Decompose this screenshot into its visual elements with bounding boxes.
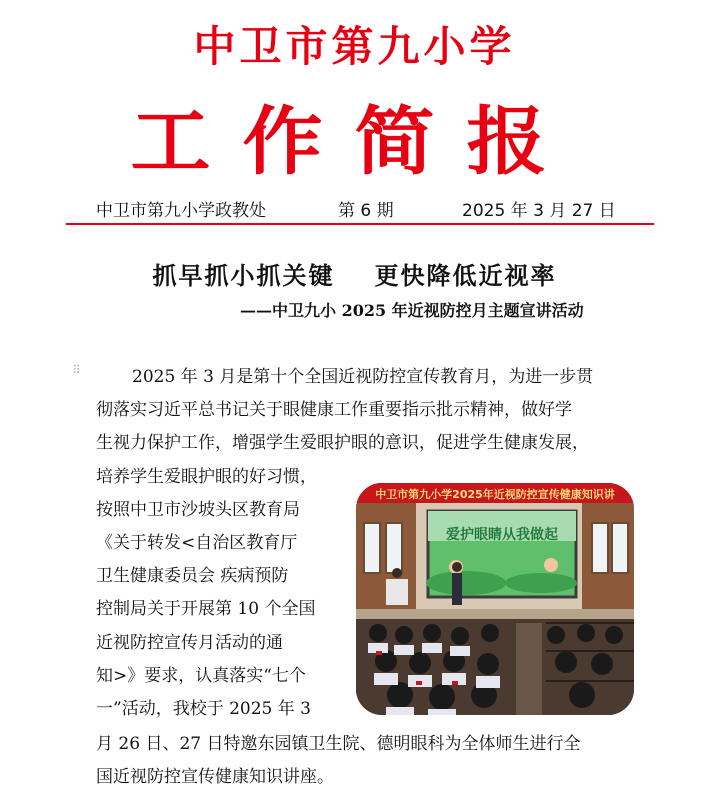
article-subtitle: ——中卫九小 2025 年近视防控月主题宣讲活动: [240, 301, 584, 320]
bulletin-title: 工作简报: [130, 97, 579, 185]
body-line-5: 按照中卫市沙坡头区教育局: [96, 500, 300, 520]
body-line-7: 卫生健康委员会 疾病预防: [96, 566, 289, 586]
body-line-3: 生视力保护工作，增强学生爱眼护眼的意识，促进学生健康发展，: [96, 433, 589, 453]
lecture-photo: [356, 483, 634, 715]
body-line-12: 月 26 日、27 日特邀东园镇卫生院、德明眼科为全体师生进行全: [96, 734, 581, 754]
issue-number: 第 6 期: [338, 201, 394, 221]
body-line-8: 控制局关于开展第 10 个全国: [96, 599, 316, 619]
body-line-1: 2025 年 3 月是第十个全国近视防控宣传教育月，为进一步贯: [132, 367, 594, 387]
body-line-13: 国近视防控宣传健康知识讲座。: [96, 767, 334, 787]
body-line-6: 《关于转发<自治区教育厅: [96, 533, 298, 553]
body-line-10: 知>》要求，认真落实“七个: [96, 666, 306, 686]
screen-slogan: 爱护眼睛从我做起: [446, 527, 558, 543]
headline-part-2: 更快降低近视率: [374, 261, 557, 290]
red-divider: [66, 223, 654, 225]
body-line-4: 培养学生爱眼护眼的好习惯，: [96, 467, 317, 487]
issue-line: [0, 196, 709, 220]
article-headline: [0, 256, 709, 291]
body-line-2: 彻落实习近平总书记关于眼健康工作重要指示批示精神，做好学: [96, 400, 572, 420]
photo-banner-text: 中卫市第九小学2025年近视防控宣传健康知识讲: [375, 488, 615, 501]
issue-date: 2025 年 3 月 27 日: [462, 201, 616, 221]
body-line-9: 近视防控宣传月活动的通: [96, 633, 283, 653]
anchor-icon: ⠿: [72, 363, 81, 377]
body-line-11: 一”活动，我校于 2025 年 3: [96, 699, 311, 719]
school-title: 中卫市第九小学: [193, 22, 516, 71]
headline-part-1: 抓早抓小抓关键: [152, 261, 335, 290]
department-label: 中卫市第九小学政教处: [96, 201, 266, 221]
